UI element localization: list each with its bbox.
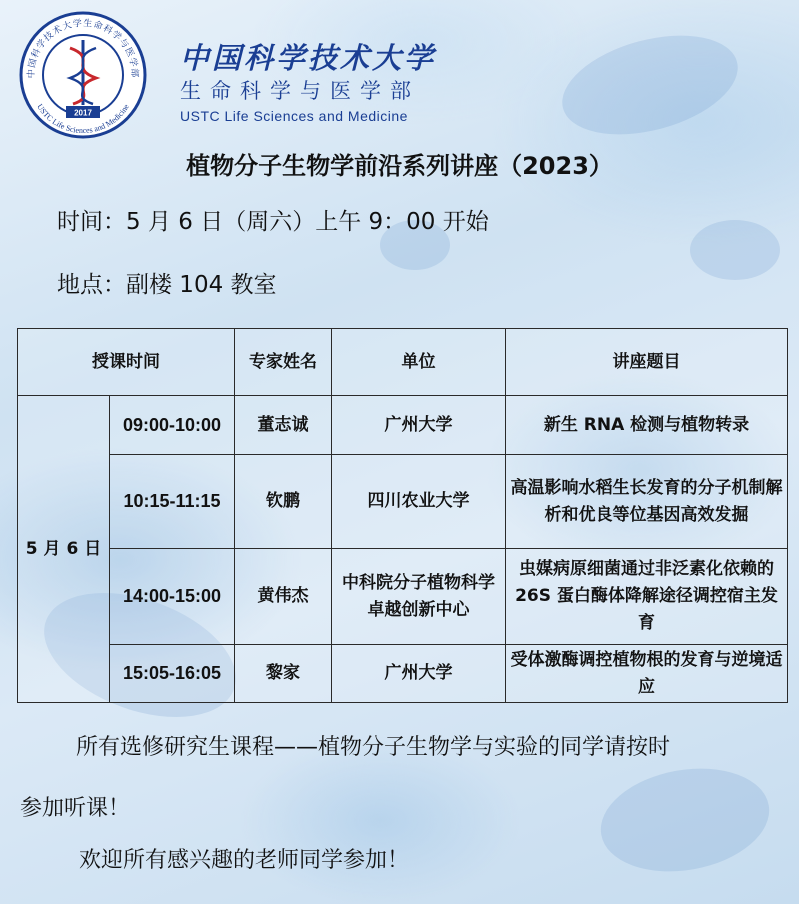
welcome-notice: 欢迎所有感兴趣的老师同学参加！ (79, 848, 410, 873)
row-unit: 四川农业大学 (332, 455, 506, 549)
row-time: 14:00-15:00 (110, 549, 235, 645)
row-expert: 董志诚 (235, 396, 332, 455)
page-title: 植物分子生物学前沿系列讲座（2023） (186, 152, 613, 180)
lecture-date: 5 月 6 日 (18, 396, 110, 703)
institution-brand (180, 42, 436, 124)
row-time: 10:15-11:15 (110, 455, 235, 549)
row-expert: 钦鹏 (235, 455, 332, 549)
background-cell-shape (690, 220, 780, 280)
header-topic: 讲座题目 (506, 329, 788, 396)
header-expert: 专家姓名 (235, 329, 332, 396)
row-unit: 广州大学 (332, 645, 506, 703)
row-time: 09:00-10:00 (110, 396, 235, 455)
department-name: 生命科学与医学部 (180, 79, 420, 103)
notice-line-2: 参加听课！ (20, 796, 131, 821)
department-name-en: USTC Life Sciences and Medicine (180, 108, 408, 124)
university-logo (18, 10, 148, 140)
row-topic: 高温影响水稻生长发育的分子机制解析和优良等位基因高效发掘 (506, 455, 788, 549)
row-expert: 黄伟杰 (235, 549, 332, 645)
lecture-time: 时间：5 月 6 日（周六）上午 9：00 开始 (57, 209, 489, 235)
row-unit: 广州大学 (332, 396, 506, 455)
row-time: 15:05-16:05 (110, 645, 235, 703)
row-topic: 虫媒病原细菌通过非泛素化依赖的 26S 蛋白酶体降解途径调控宿主发育 (506, 549, 788, 645)
row-topic: 受体激酶调控植物根的发育与逆境适应 (506, 645, 788, 703)
lecture-location: 地点：副楼 104 教室 (57, 272, 277, 298)
notice-line-1: 所有选修研究生课程——植物分子生物学与实验的同学请按时 (76, 735, 671, 760)
svg-text:2017: 2017 (74, 108, 92, 118)
table-header-row (18, 329, 788, 396)
table-row (18, 396, 788, 455)
schedule-table (17, 328, 788, 703)
row-expert: 黎家 (235, 645, 332, 703)
table-row (18, 455, 788, 549)
row-unit: 中科院分子植物科学卓越创新中心 (332, 549, 506, 645)
university-name: 中国科学技术大学 (180, 41, 437, 75)
attendance-notice (0, 733, 799, 824)
table-row (18, 645, 788, 703)
table-row (18, 549, 788, 645)
row-topic: 新生 RNA 检测与植物转录 (506, 396, 788, 455)
header-unit: 单位 (332, 329, 506, 396)
svg-text:USTC Life Sciences and Medicin: USTC Life Sciences and Medicine (35, 102, 131, 136)
background-cell-shape (551, 18, 748, 152)
svg-text:中国科学技术大学生命科学与医学部: 中国科学技术大学生命科学与医学部 (26, 18, 140, 79)
header-time: 授课时间 (18, 329, 235, 396)
